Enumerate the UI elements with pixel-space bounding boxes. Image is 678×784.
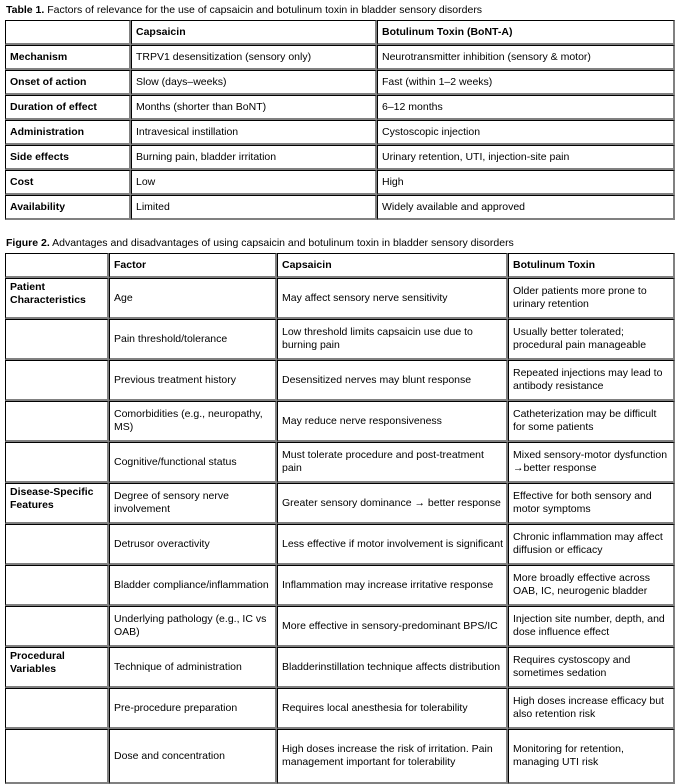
cell-factor: Pain threshold/tolerance: [109, 319, 277, 360]
row-label: Duration of effect: [5, 95, 131, 120]
table-row: [5, 442, 675, 483]
group-label: [5, 565, 109, 606]
cell-factor: Bladder compliance/inflammation: [109, 565, 277, 606]
table-row: [5, 483, 675, 524]
cell-botulinum: Effective for both sensory and motor symptoms: [508, 483, 675, 524]
table-row: [5, 606, 675, 647]
row-label: Side effects: [5, 145, 131, 170]
table-row-header: [5, 253, 675, 278]
table2-caption-text: Advantages and disadvantages of using capsaicin and botulinum toxin in bladder sensory disorders: [49, 237, 514, 249]
table-row: [5, 360, 675, 401]
cell-capsaicin: Requires local anesthesia for tolerability: [277, 688, 508, 729]
column-header-botulinum: Botulinum Toxin (BoNT-A): [377, 20, 675, 45]
cell-capsaicin: May reduce nerve responsiveness: [277, 401, 508, 442]
row-label: Mechanism: [5, 45, 131, 70]
table-row: [5, 45, 675, 70]
cell-botulinum: Older patients more prone to urinary retention: [508, 278, 675, 319]
table2-caption: [6, 237, 674, 250]
table1-caption-text: Factors of relevance for the use of capsaicin and botulinum toxin in bladder sensory disorders: [44, 4, 483, 16]
column-header-blank: [5, 20, 131, 45]
cell-botulinum: High doses increase efficacy but also retention risk: [508, 688, 675, 729]
row-label: Onset of action: [5, 70, 131, 95]
table1-caption: [6, 4, 674, 17]
group-label: [5, 360, 109, 401]
table1-caption-label: Table 1.: [6, 4, 45, 16]
cell-botulinum: 6–12 months: [377, 95, 675, 120]
table-row: [5, 278, 675, 319]
cell-factor: Technique of administration: [109, 647, 277, 688]
row-label: Cost: [5, 170, 131, 195]
column-header-capsaicin: Capsaicin: [277, 253, 508, 278]
group-label: [5, 688, 109, 729]
cell-factor: Detrusor overactivity: [109, 524, 277, 565]
cell-botulinum: Mixed sensory-motor dysfunction →better response: [508, 442, 675, 483]
table2-caption-label: Figure 2.: [6, 237, 50, 249]
cell-factor: Cognitive/functional status: [109, 442, 277, 483]
cell-capsaicin: Desensitized nerves may blunt response: [277, 360, 508, 401]
cell-botulinum: Usually better tolerated; procedural pain manageable: [508, 319, 675, 360]
table-1: [5, 20, 675, 220]
cell-botulinum: More broadly effective across OAB, IC, neurogenic bladder: [508, 565, 675, 606]
table-row: [5, 524, 675, 565]
cell-capsaicin: May affect sensory nerve sensitivity: [277, 278, 508, 319]
table-row: [5, 195, 675, 220]
group-label: Procedural Variables: [5, 647, 109, 688]
cell-factor: Age: [109, 278, 277, 319]
cell-factor: Degree of sensory nerve involvement: [109, 483, 277, 524]
table-row-header: [5, 20, 675, 45]
cell-capsaicin: High doses increase the risk of irritation. Pain management important for tolerability: [277, 729, 508, 784]
cell-botulinum: High: [377, 170, 675, 195]
cell-factor: Underlying pathology (e.g., IC vs OAB): [109, 606, 277, 647]
table-row: [5, 170, 675, 195]
column-header-botulinum: Botulinum Toxin: [508, 253, 675, 278]
cell-botulinum: Urinary retention, UTI, injection-site pain: [377, 145, 675, 170]
cell-capsaicin: Inflammation may increase irritative response: [277, 565, 508, 606]
cell-botulinum: Catheterization may be difficult for some patients: [508, 401, 675, 442]
cell-factor: Previous treatment history: [109, 360, 277, 401]
cell-capsaicin: Low threshold limits capsaicin use due to burning pain: [277, 319, 508, 360]
cell-capsaicin: Bladderinstillation technique affects distribution: [277, 647, 508, 688]
cell-factor: Dose and concentration: [109, 729, 277, 784]
group-label: Disease-Specific Features: [5, 483, 109, 524]
cell-factor: Pre-procedure preparation: [109, 688, 277, 729]
cell-botulinum: Cystoscopic injection: [377, 120, 675, 145]
row-label: Availability: [5, 195, 131, 220]
table-2: [5, 253, 675, 784]
table-row: [5, 401, 675, 442]
group-label: [5, 524, 109, 565]
column-header-factor: Factor: [109, 253, 277, 278]
group-label: [5, 319, 109, 360]
group-label: Patient Characteristics: [5, 278, 109, 319]
table-row: [5, 647, 675, 688]
group-label: [5, 442, 109, 483]
table-row: [5, 319, 675, 360]
cell-capsaicin: TRPV1 desensitization (sensory only): [131, 45, 377, 70]
column-header-capsaicin: Capsaicin: [131, 20, 377, 45]
cell-capsaicin: Low: [131, 170, 377, 195]
cell-botulinum: Injection site number, depth, and dose influence effect: [508, 606, 675, 647]
cell-capsaicin: Must tolerate procedure and post-treatment pain: [277, 442, 508, 483]
cell-botulinum: Monitoring for retention, managing UTI risk: [508, 729, 675, 784]
table-row: [5, 688, 675, 729]
table-1-body: [5, 20, 675, 220]
cell-botulinum: Neurotransmitter inhibition (sensory & motor): [377, 45, 675, 70]
cell-botulinum: Widely available and approved: [377, 195, 675, 220]
column-header-blank: [5, 253, 109, 278]
cell-botulinum: Repeated injections may lead to antibody resistance: [508, 360, 675, 401]
cell-botulinum: Requires cystoscopy and sometimes sedation: [508, 647, 675, 688]
table-row: [5, 565, 675, 606]
group-label: [5, 606, 109, 647]
table-row: [5, 729, 675, 784]
table-row: [5, 70, 675, 95]
cell-botulinum: Fast (within 1–2 weeks): [377, 70, 675, 95]
table-row: [5, 145, 675, 170]
row-label: Administration: [5, 120, 131, 145]
cell-capsaicin: Greater sensory dominance → better response: [277, 483, 508, 524]
cell-capsaicin: Slow (days–weeks): [131, 70, 377, 95]
block-spacer: [4, 220, 674, 237]
cell-capsaicin: Intravesical instillation: [131, 120, 377, 145]
cell-capsaicin: More effective in sensory-predominant BPS/IC: [277, 606, 508, 647]
table-row: [5, 120, 675, 145]
cell-botulinum: Chronic inflammation may affect diffusion or efficacy: [508, 524, 675, 565]
cell-factor: Comorbidities (e.g., neuropathy, MS): [109, 401, 277, 442]
table-row: [5, 95, 675, 120]
cell-capsaicin: Months (shorter than BoNT): [131, 95, 377, 120]
group-label: [5, 729, 109, 784]
cell-capsaicin: Less effective if motor involvement is significant: [277, 524, 508, 565]
cell-capsaicin: Limited: [131, 195, 377, 220]
cell-capsaicin: Burning pain, bladder irritation: [131, 145, 377, 170]
table-2-body: [5, 253, 675, 784]
group-label: [5, 401, 109, 442]
